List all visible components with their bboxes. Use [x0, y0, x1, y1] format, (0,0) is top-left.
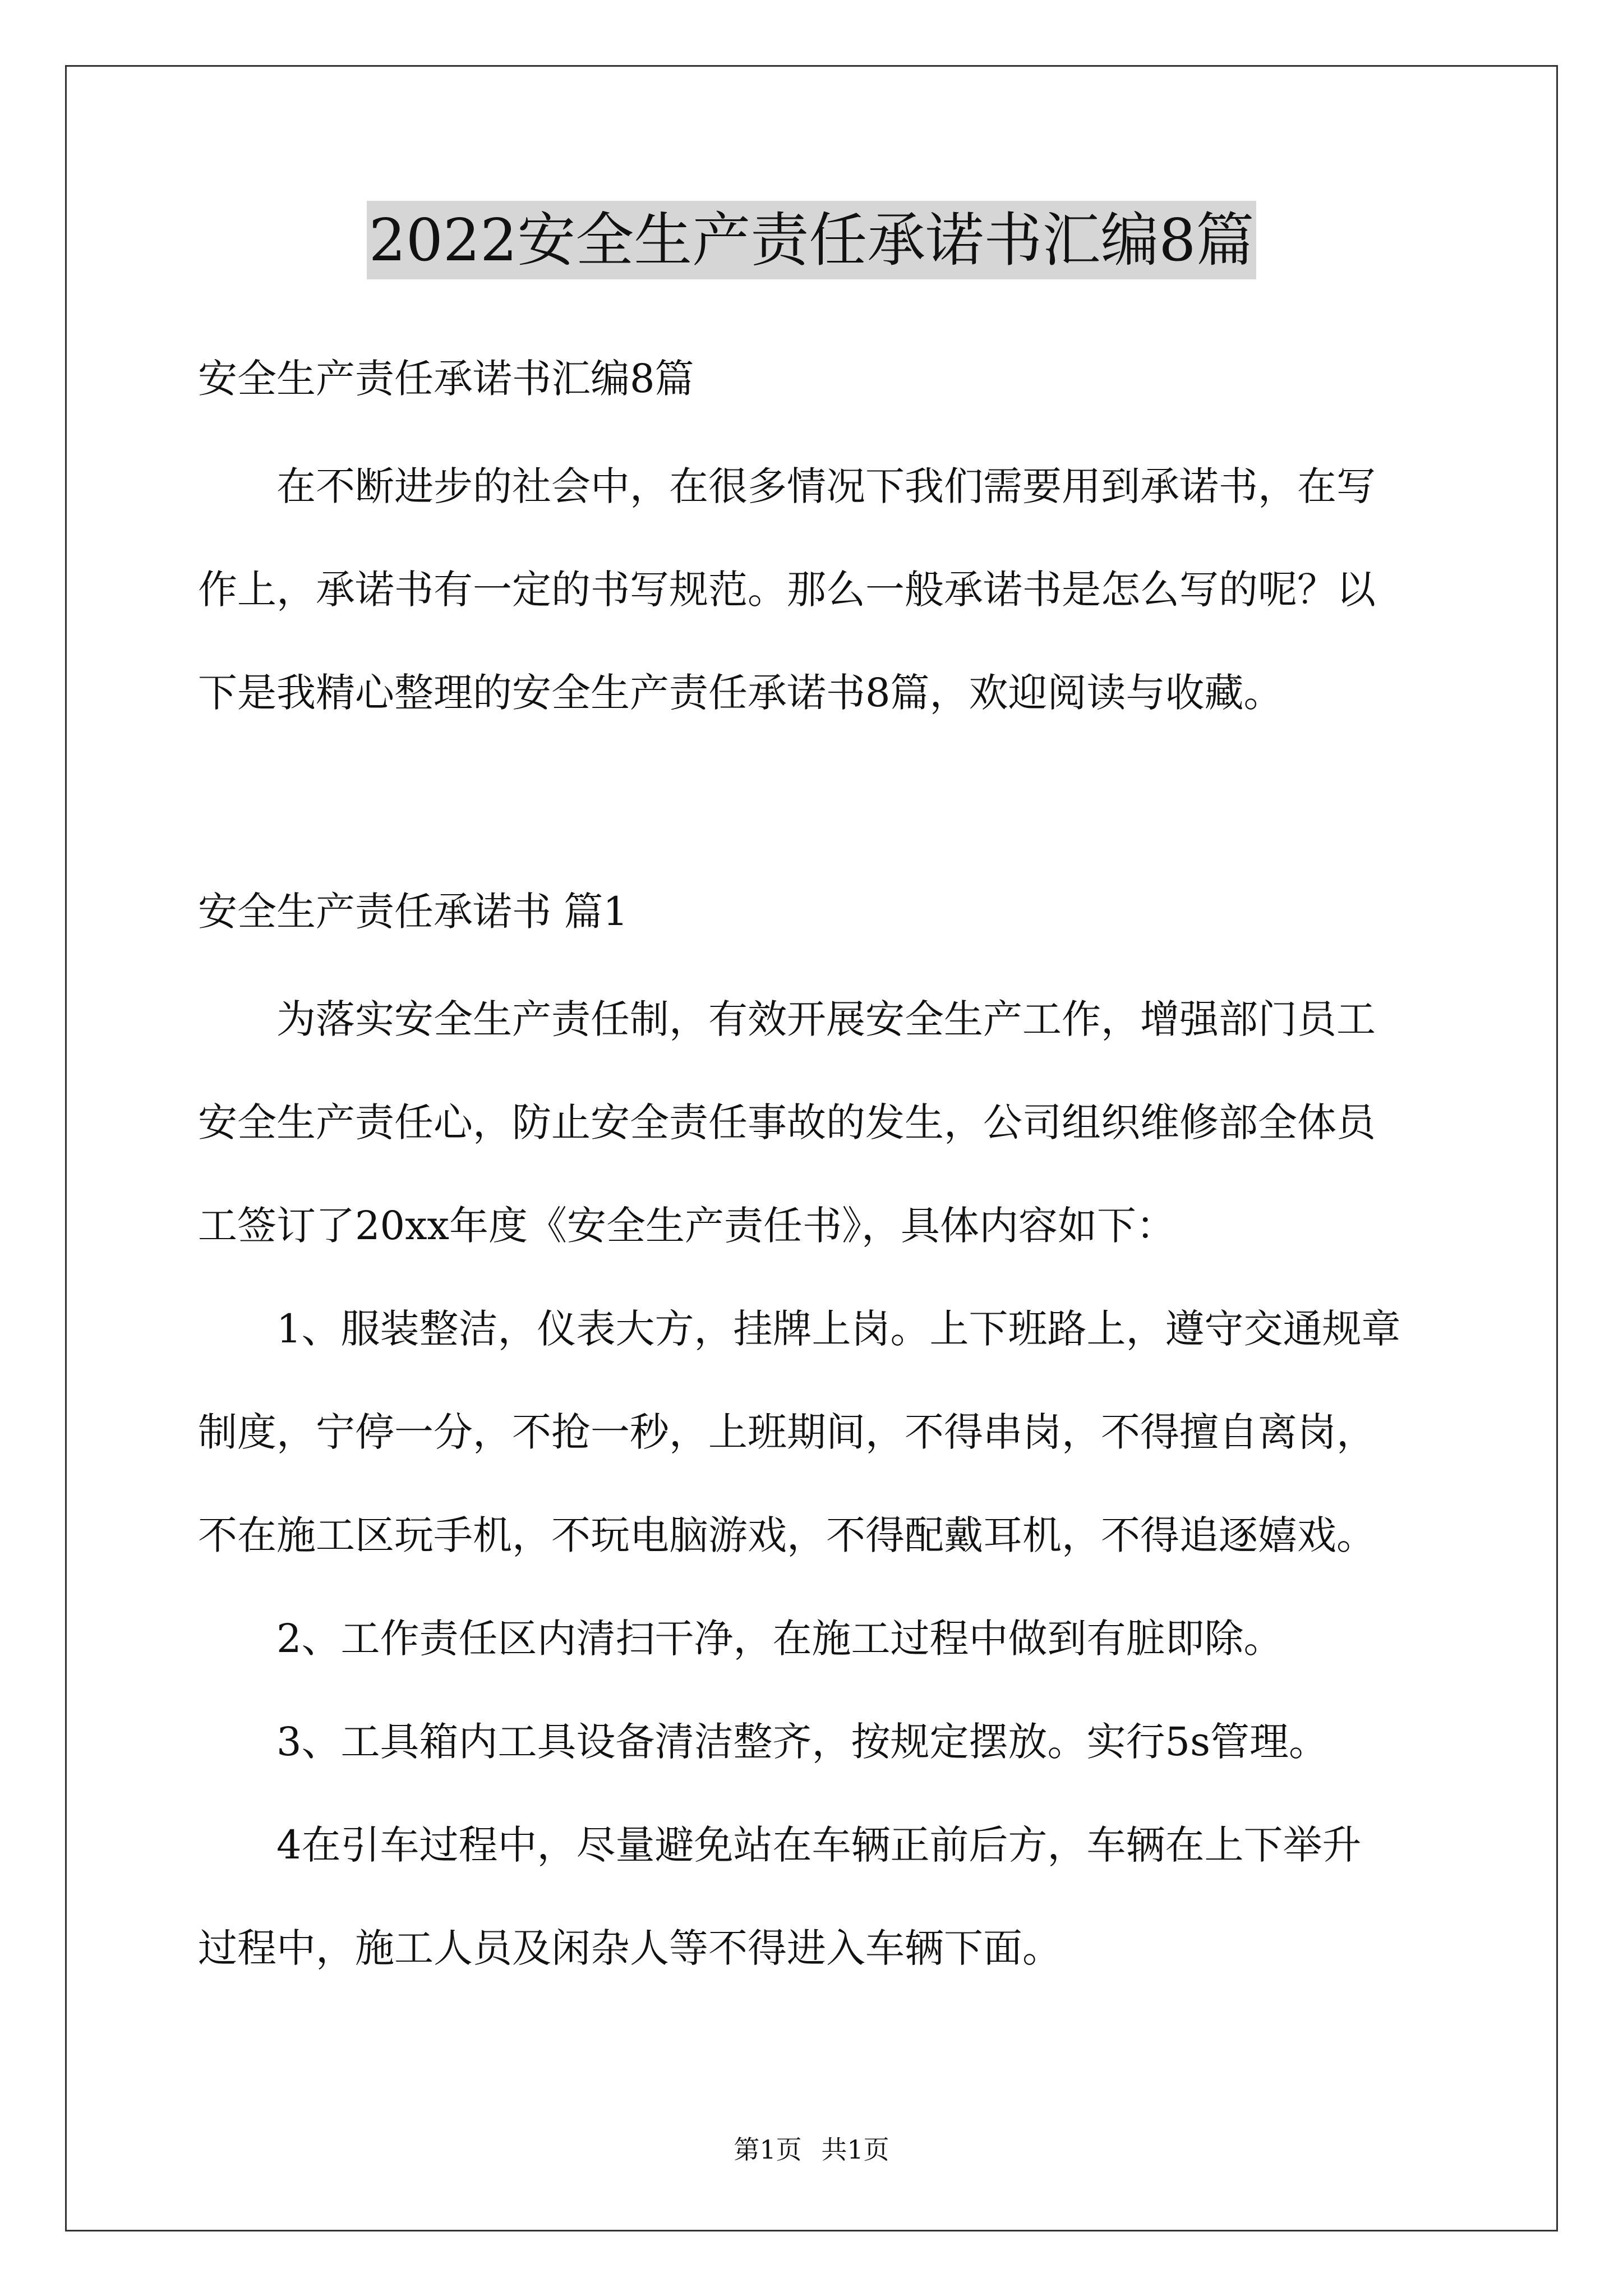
- section-line-7: 2、工作责任区内清扫干净，在施工过程中做到有脏即除。: [198, 1616, 1283, 1662]
- section-line-2: 安全生产责任心，防止安全责任事故的发生，公司组织维修部全体员: [198, 1099, 1376, 1145]
- page-footer: [0, 2133, 1623, 2166]
- intro-line-2: 作上，承诺书有一定的书写规范。那么一般承诺书是怎么写的呢？以: [198, 567, 1376, 613]
- page-number-current: 第1页: [734, 2134, 802, 2165]
- document-title: 2022安全生产责任承诺书汇编8篇: [367, 201, 1257, 279]
- section-line-6: 不在施工区玩手机，不玩电脑游戏，不得配戴耳机，不得追逐嬉戏。: [198, 1512, 1376, 1558]
- section-line-5: 制度，宁停一分，不抢一秒，上班期间，不得串岗，不得擅自离岗，: [198, 1409, 1376, 1455]
- intro-line-3: 下是我精心整理的安全生产责任承诺书8篇，欢迎阅读与收藏。: [198, 670, 1283, 716]
- document-subtitle: 安全生产责任承诺书汇编8篇: [198, 356, 694, 402]
- section-line-1: 为落实安全生产责任制，有效开展安全生产工作，增强部门员工: [198, 996, 1376, 1042]
- section-line-3: 工签订了20xx年度《安全生产责任书》，具体内容如下：: [198, 1203, 1176, 1249]
- section-line-10: 过程中，施工人员及闲杂人等不得进入车辆下面。: [198, 1925, 1062, 1971]
- page-number-total: 共1页: [821, 2134, 889, 2165]
- section-heading: 安全生产责任承诺书 篇1: [198, 889, 628, 935]
- section-line-9: 4在引车过程中，尽量避免站在车辆正前后方，车辆在上下举升: [198, 1822, 1362, 1868]
- intro-line-1: 在不断进步的社会中，在很多情况下我们需要用到承诺书，在写: [198, 463, 1376, 509]
- title-container: [0, 201, 1623, 279]
- section-line-8: 3、工具箱内工具设备清洁整齐，按规定摆放。实行5s管理。: [198, 1719, 1328, 1765]
- section-line-4: 1、服装整洁，仪表大方，挂牌上岗。上下班路上，遵守交通规章: [198, 1306, 1401, 1352]
